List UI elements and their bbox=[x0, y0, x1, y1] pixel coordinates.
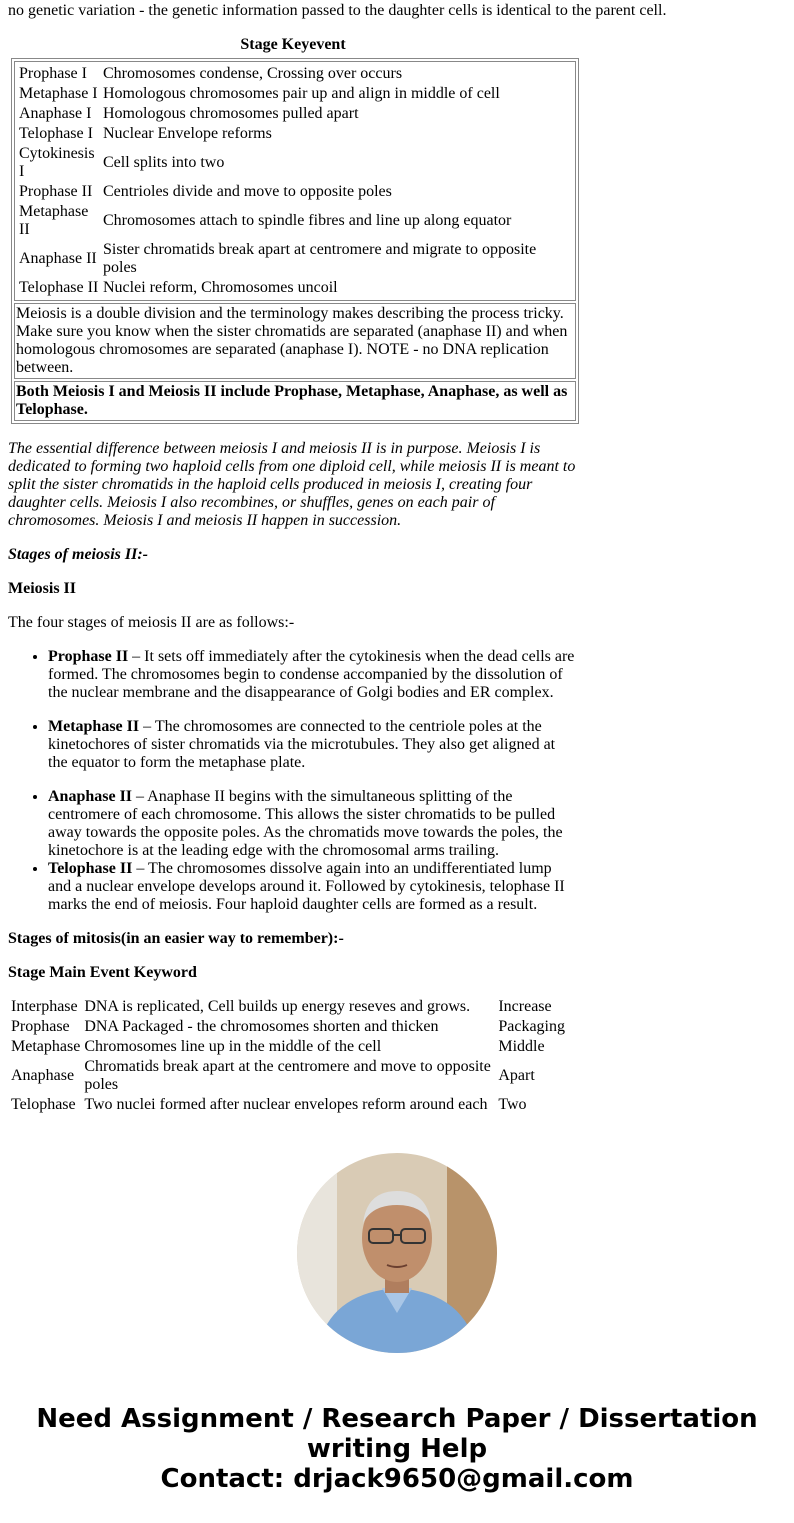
stage-text: – It sets off immediately after the cytokinesis when the dead cells are formed. The chromosomes begin to condense accompanied by the dissolution of the nuclear membrane and the disappearance of Golgi bodies and ER complex. bbox=[48, 648, 575, 701]
mitosis-heading: Stages of mitosis(in an easier way to remember):- bbox=[8, 930, 344, 947]
table-row bbox=[10, 1058, 566, 1094]
event-cell: Sister chromatids break apart at centromere and migrate to opposite poles bbox=[103, 241, 537, 276]
stage-cell: Anaphase II bbox=[19, 250, 97, 267]
list-item bbox=[48, 860, 578, 914]
stage-name: Anaphase II bbox=[48, 788, 133, 805]
keyword-cell: Two bbox=[498, 1096, 527, 1113]
stage-cell: Telophase II bbox=[19, 279, 99, 296]
event-cell: Chromosomes line up in the middle of the cell bbox=[84, 1038, 382, 1055]
event-cell: DNA Packaged - the chromosomes shorten and thicken bbox=[84, 1018, 439, 1035]
stage-name: Telophase II bbox=[48, 860, 133, 877]
meiosis-table-caption: Stage Keyevent bbox=[240, 36, 346, 53]
stage-text: – Anaphase II begins with the simultaneous splitting of the centromere of each chromosome. This allows the sister chromatids to be pulled away towards the opposite poles. As the chromatids move towards the poles, the kinetochore is at the leading edge with the chromosomal arms trailing. bbox=[48, 788, 563, 859]
meiosis2-heading: Meiosis II bbox=[8, 580, 76, 597]
stage-cell: Prophase bbox=[11, 1018, 70, 1035]
keyword-cell: Packaging bbox=[498, 1018, 565, 1035]
table-row bbox=[18, 279, 572, 297]
stage-cell: Metaphase bbox=[11, 1038, 81, 1055]
stage-name: Metaphase II bbox=[48, 718, 140, 735]
event-cell: Nuclei reform, Chromosomes uncoil bbox=[103, 279, 338, 296]
event-cell: DNA is replicated, Cell builds up energy reseves and grows. bbox=[84, 998, 471, 1015]
stage-cell: Metaphase II bbox=[19, 203, 89, 238]
intro-text: no genetic variation - the genetic information passed to the daughter cells is identical to the parent cell. bbox=[8, 2, 667, 19]
keyword-cell: Apart bbox=[498, 1067, 535, 1084]
mitosis-table bbox=[8, 996, 568, 1116]
stage-cell: Cytokinesis I bbox=[19, 145, 95, 180]
event-cell: Cell splits into two bbox=[103, 154, 225, 171]
stage-cell: Anaphase I bbox=[19, 105, 92, 122]
four-stages-text: The four stages of meiosis II are as follows:- bbox=[8, 614, 295, 631]
footer-banner bbox=[0, 1404, 794, 1494]
meiosis-table bbox=[11, 58, 579, 424]
table-row bbox=[18, 85, 572, 103]
table-row bbox=[18, 125, 572, 143]
stage-cell: Telophase I bbox=[19, 125, 93, 142]
event-cell: Homologous chromosomes pulled apart bbox=[103, 105, 359, 122]
event-cell: Chromosomes attach to spindle fibres and line up along equator bbox=[103, 212, 512, 229]
event-cell: Centrioles divide and move to opposite poles bbox=[103, 183, 392, 200]
stages-heading: Stages of meiosis II:- bbox=[8, 546, 148, 563]
stage-text: – The chromosomes are connected to the centriole poles at the kinetochores of sister chromatids via the microtubules. They also get aligned at the equator to form the metaphase plate. bbox=[48, 718, 556, 771]
stage-cell: Anaphase bbox=[11, 1067, 75, 1084]
stage-cell: Metaphase I bbox=[19, 85, 98, 102]
table-row bbox=[18, 241, 572, 277]
table-row bbox=[18, 203, 572, 239]
table-row bbox=[18, 183, 572, 201]
stage-cell: Interphase bbox=[11, 998, 78, 1015]
table-row bbox=[10, 1018, 566, 1036]
meiosis2-stage-list bbox=[8, 648, 578, 914]
list-item bbox=[48, 788, 578, 860]
footer-contact-text: Contact: drjack9650@gmail.com bbox=[160, 1464, 634, 1494]
event-cell: Homologous chromosomes pair up and align in middle of cell bbox=[103, 85, 500, 102]
keyword-cell: Middle bbox=[498, 1038, 545, 1055]
event-cell: Chromosomes condense, Crossing over occurs bbox=[103, 65, 403, 82]
table-row bbox=[10, 1096, 566, 1114]
table-row bbox=[18, 145, 572, 181]
stage-cell: Prophase II bbox=[19, 183, 93, 200]
table-row bbox=[10, 1038, 566, 1056]
footer-help-text: Need Assignment / Research Paper / Dissertation writing Help bbox=[36, 1404, 758, 1464]
event-cell: Chromatids break apart at the centromere and move to opposite poles bbox=[84, 1058, 491, 1093]
keyword-cell: Increase bbox=[498, 998, 552, 1015]
stage-cell: Prophase I bbox=[19, 65, 87, 82]
meiosis-bold-note: Both Meiosis I and Meiosis II include Prophase, Metaphase, Anaphase, as well as Telophase. bbox=[14, 381, 576, 421]
table-row bbox=[18, 105, 572, 123]
mitosis-table-heading: Stage Main Event Keyword bbox=[8, 964, 197, 981]
event-cell: Two nuclei formed after nuclear envelopes reform around each bbox=[84, 1096, 488, 1113]
table-row bbox=[18, 65, 572, 83]
stage-cell: Telophase bbox=[11, 1096, 76, 1113]
event-cell: Nuclear Envelope reforms bbox=[103, 125, 272, 142]
list-item bbox=[48, 648, 578, 702]
meiosis-note: Meiosis is a double division and the terminology makes describing the process tricky. Make sure you know when the sister chromatids are separated (anaphase II) and when homologous chromosomes are separated (anaphase I). NOTE - no DNA replication between. bbox=[14, 303, 576, 379]
difference-text: The essential difference between meiosis I and meiosis II is in purpose. Meiosis I is dedicated to forming two haploid cells from one diploid cell, while meiosis II is meant to split the sister chromatids in the haploid cells produced in meiosis I, creating four daughter cells. Meiosis I also recombines, or shuffles, genes on each pair of chromosomes. Meiosis I and meiosis II happen in succession. bbox=[8, 440, 576, 529]
meiosis-stage-rows bbox=[16, 63, 574, 299]
stage-text: – The chromosomes dissolve again into an undifferentiated lump and a nuclear envelope develops around it. Followed by cytokinesis, telophase II marks the end of meiosis. Four haploid daughter cells are formed as a result. bbox=[48, 860, 565, 913]
author-avatar bbox=[297, 1153, 497, 1353]
stage-name: Prophase II bbox=[48, 648, 129, 665]
list-item bbox=[48, 718, 578, 772]
table-row bbox=[10, 998, 566, 1016]
